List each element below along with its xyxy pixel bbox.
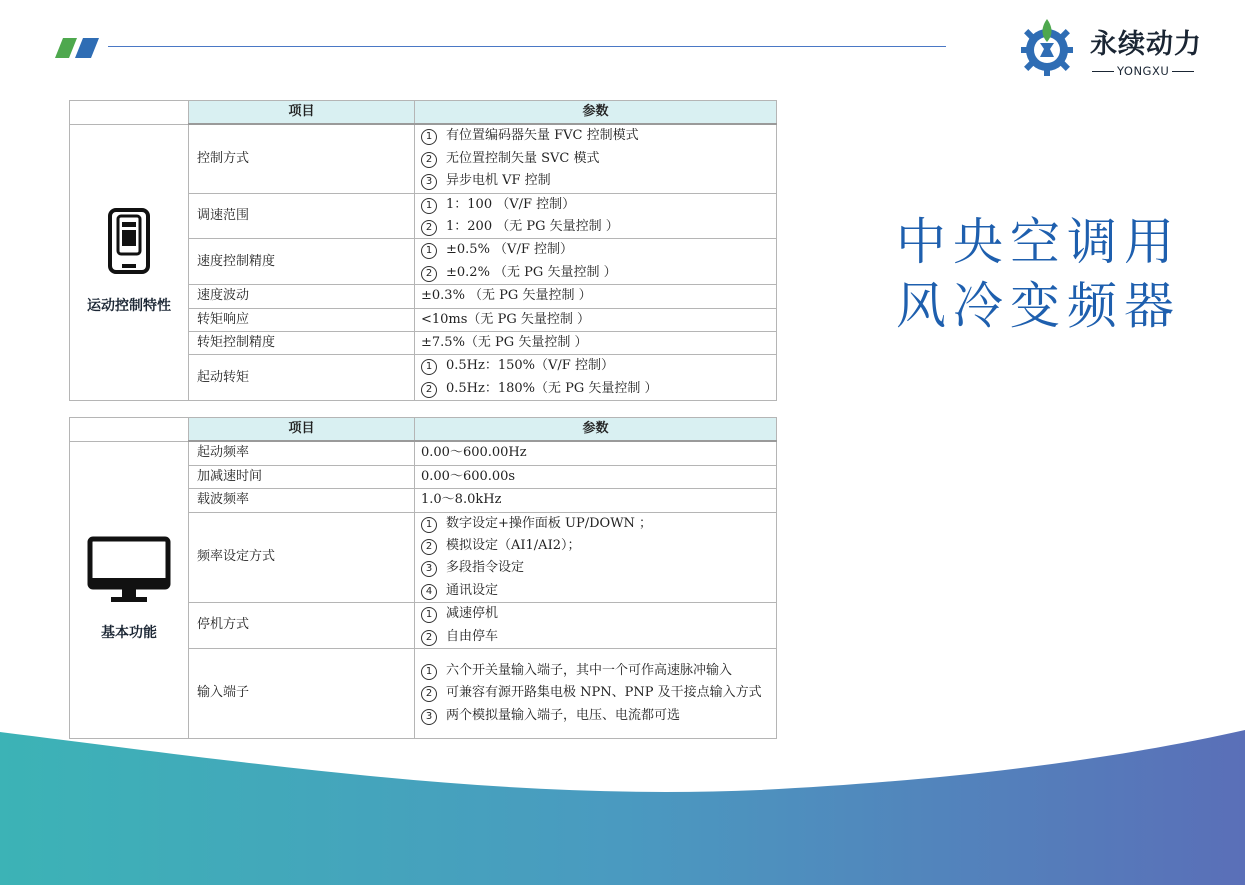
param-line [421, 216, 776, 238]
headline-line-2: 风冷变频器 [896, 277, 1181, 335]
circled-number: 1 [421, 243, 437, 259]
header-rule [108, 46, 946, 47]
param-cell [415, 489, 777, 512]
item-cell: 转矩响应 [189, 308, 415, 331]
param-line-text: ±0.2% （无 PG 矢量控制 ） [446, 264, 617, 280]
param-cell [415, 603, 777, 649]
item-cell: 载波频率 [189, 489, 415, 512]
column-header-param: 参数 [415, 101, 777, 125]
param-line-text: 0.5Hz：150%（V/F 控制） [446, 358, 614, 374]
table-row [70, 441, 777, 465]
item-cell: 调速范围 [189, 193, 415, 239]
item-cell: 起动频率 [189, 441, 415, 465]
param-cell [415, 124, 777, 193]
param-text: ±0.3% （无 PG 矢量控制 ） [421, 288, 592, 304]
circled-number: 2 [421, 686, 437, 702]
header-row [70, 418, 777, 442]
category-header [70, 101, 189, 125]
column-header-param: 参数 [415, 418, 777, 442]
circled-number: 3 [421, 709, 437, 725]
circled-number: 3 [421, 174, 437, 190]
param-line [421, 378, 776, 400]
param-line [421, 660, 776, 682]
param-line [421, 535, 776, 557]
circled-number: 1 [421, 129, 437, 145]
param-line [421, 148, 776, 170]
param-line [421, 705, 776, 727]
param-cell [415, 285, 777, 308]
circled-number: 1 [421, 664, 437, 680]
param-line-text: 无位置控制矢量 SVC 模式 [446, 150, 600, 166]
param-cell [415, 308, 777, 331]
column-header-item: 项目 [189, 101, 415, 125]
item-cell: 加减速时间 [189, 465, 415, 488]
vfd-device-icon [70, 208, 188, 286]
param-line [421, 626, 776, 648]
item-cell: 停机方式 [189, 603, 415, 649]
param-line [421, 262, 776, 284]
circled-number: 2 [421, 220, 437, 236]
param-line [421, 580, 776, 602]
param-line [421, 194, 776, 216]
param-line-text: 可兼容有源开路集电极 NPN、PNP 及干接点输入方式 [446, 685, 762, 701]
item-cell: 起动转矩 [189, 355, 415, 401]
circled-number: 1 [421, 359, 437, 375]
circled-number: 4 [421, 584, 437, 600]
category-label: 运动控制特性 [87, 297, 171, 314]
header-row [70, 101, 777, 125]
param-line-text: 减速停机 [446, 606, 499, 622]
param-text: 0.00～600.00s [421, 468, 516, 484]
param-line-text: 异步电机 VF 控制 [446, 173, 551, 189]
param-line-text: 多段指令设定 [446, 560, 525, 576]
param-line [421, 170, 776, 192]
item-cell: 速度控制精度 [189, 239, 415, 285]
circled-number: 2 [421, 382, 437, 398]
param-line-text: 六个开关量输入端子，其中一个可作高速脉冲输入 [446, 662, 733, 678]
brand-logo [1016, 16, 1226, 82]
param-line [421, 239, 776, 261]
param-cell [415, 441, 777, 465]
item-cell: 控制方式 [189, 124, 415, 193]
product-headline [896, 210, 1236, 338]
param-text: 1.0～8.0kHz [421, 492, 502, 508]
param-line-text: ±0.5% （V/F 控制） [446, 242, 573, 258]
brand-tagline [1092, 64, 1194, 78]
circled-number: 1 [421, 607, 437, 623]
gear-logo-icon [1016, 16, 1078, 78]
param-line-text: 模拟设定（AI1/AI2）； [446, 538, 581, 554]
param-line-text: 有位置编码器矢量 FVC 控制模式 [446, 128, 639, 144]
param-line-text: 数字设定+操作面板 UP/DOWN ； [446, 515, 653, 531]
circled-number: 1 [421, 517, 437, 533]
param-line [421, 603, 776, 625]
param-line-text: 1：200 （无 PG 矢量控制 ） [446, 219, 619, 235]
item-cell: 转矩控制精度 [189, 332, 415, 355]
param-text: <10ms（无 PG 矢量控制 ） [421, 311, 590, 327]
param-line [421, 513, 776, 535]
param-cell [415, 355, 777, 401]
param-cell [415, 332, 777, 355]
category-cell [70, 441, 189, 738]
param-line-text: 通讯设定 [446, 582, 499, 598]
category-label: 基本功能 [101, 624, 157, 641]
circled-number: 2 [421, 539, 437, 555]
headline-line-1: 中央空调用 [896, 213, 1181, 271]
circled-number: 2 [421, 630, 437, 646]
tagline-dash-right [1172, 71, 1194, 72]
param-cell [415, 512, 777, 603]
param-text: 0.00～600.00Hz [421, 445, 527, 461]
item-cell: 频率设定方式 [189, 512, 415, 603]
param-line [421, 355, 776, 377]
circled-number: 3 [421, 561, 437, 577]
category-cell [70, 124, 189, 400]
column-header-item: 项目 [189, 418, 415, 442]
basic-function-spec-table [69, 417, 777, 739]
param-line-text: 1：100 （V/F 控制） [446, 196, 576, 212]
param-line [421, 557, 776, 579]
param-cell [415, 193, 777, 239]
item-cell: 速度波动 [189, 285, 415, 308]
category-header [70, 418, 189, 442]
param-line [421, 682, 776, 704]
param-cell [415, 465, 777, 488]
header-slash-marks [55, 38, 99, 58]
param-line-text: 两个模拟量输入端子，电压、电流都可选 [446, 707, 681, 723]
brand-name-en: YONGXU [1117, 64, 1170, 78]
param-cell [415, 649, 777, 739]
param-line [421, 125, 776, 147]
param-cell [415, 239, 777, 285]
monitor-icon [70, 536, 188, 614]
motion-control-spec-table [69, 100, 777, 401]
tagline-dash-left [1092, 71, 1114, 72]
param-line-text: 自由停车 [446, 628, 499, 644]
circled-number: 2 [421, 266, 437, 282]
item-cell: 输入端子 [189, 649, 415, 739]
param-line-text: 0.5Hz：180%（无 PG 矢量控制 ） [446, 380, 658, 396]
brand-name-cn: 永续动力 [1090, 29, 1202, 60]
circled-number: 1 [421, 198, 437, 214]
param-text: ±7.5%（无 PG 矢量控制 ） [421, 335, 588, 351]
circled-number: 2 [421, 152, 437, 168]
table-row [70, 124, 777, 193]
